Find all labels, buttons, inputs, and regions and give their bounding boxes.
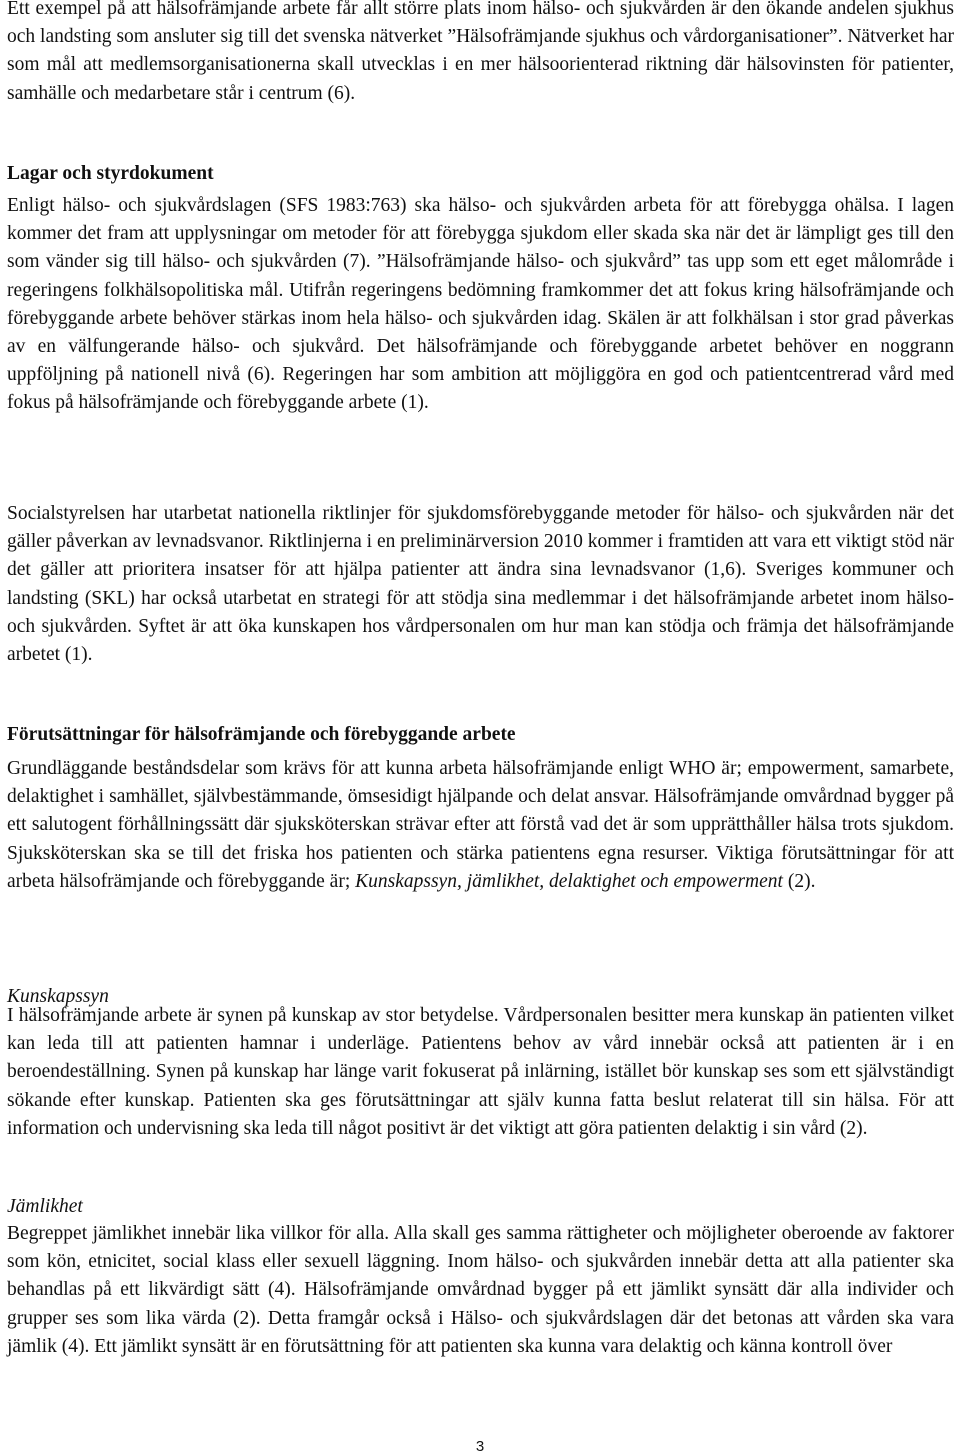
paragraph-forutsattningar	[7, 755, 954, 896]
section-heading-forutsattningar: Förutsättningar för hälsofrämjande och förebyggande arbete	[7, 724, 516, 745]
paragraph-jamlikhet: Begreppet jämlikhet innebär lika villkor för alla. Alla skall ges samma rättigheter och möjligheter oberoende av faktorer som kön, etnicitet, social klass eller sexuell läggning. Inom hälso- och sjukvården innebär detta att alla patienter ska behandlas på ett likvärdigt sätt (4). Hälsofrämjande omvårdnad bygger på ett jämlikt synsätt där alla individer och grupper ses som lika värda (2). Detta framgår också i Hälso- och sjukvårdslagen där det betonas att vården ska vara jämlik (4). Ett jämlikt synsätt är en förutsättning för att patienten ska kunna vara delaktig och känna kontroll över	[7, 1223, 954, 1357]
section-jamlikhet	[7, 1193, 954, 1221]
paragraph-forutsattningar-main: Grundläggande beståndsdelar som krävs för att kunna arbeta hälsofrämjande enligt WHO är; empowerment, samarbete, delaktighet i samhället, självbestämmande, ömsesidigt hjälpande och delat ansvar. Hälsofrämjande omvårdnad bygger på ett salutogent förhållningssätt där sjuksköterskan strävar efter att förstå vad det är som upprätthåller hälsa trots sjukdom. Sjuksköterskan ska se till det friska hos patienten och stärka patientens egna resurser. Viktiga förutsättningar för att arbeta hälsofrämjande och förebyggande är;	[7, 758, 954, 892]
section-heading-kunskapssyn: Kunskapssyn	[7, 986, 109, 1007]
section-lagar	[7, 160, 954, 188]
intro-paragraph: Ett exempel på att hälsofrämjande arbete får allt större plats inom hälso- och sjukvården är den ökande andelen sjukhus och landsting som ansluter sig till det svenska nätverket ”Hälsofrämjande sjukhus och vårdorganisationer”. Nätverket har som mål att medlemsorganisationerna skall utvecklas i en mer hälsoorienterad riktning där hälsovinsten för patienter, samhälle och medarbetare står i centrum (6).	[7, 0, 954, 104]
paragraph-kunskapssyn: I hälsofrämjande arbete är synen på kunskap av stor betydelse. Vårdpersonalen besitter mera kunskap än patienten vilket kan leda till att patienten hamnar i underläge. Patientens behov av vård innebär också att patienten är i en beroendeställning. Synen på kunskap har länge varit fokuserat på inlärning, istället bör kunskap ses som ett självständigt sökande efter kunskap. Patienten ska ges förutsättningar att själv kunna fatta beslut relaterat till sin hälsa. För att information och undervisning ska leda till något positivt är det viktigt att göra patienten delaktig i sin vård (2).	[7, 1005, 954, 1139]
paragraph-lagar-1: Enligt hälso- och sjukvårdslagen (SFS 1983:763) ska hälso- och sjukvården arbeta för att förebygga ohälsa. I lagen kommer det fram att upplysningar om metoder för att förebygga sjukdom eller skada ska när det är lämpligt ges till den som vänder sig till hälso- och sjukvården (7). ”Hälsofrämjande hälso- och sjukvård” tas upp som ett eget målområde i regeringens folkhälsopolitiska mål. Utifrån regeringens bedömning framkommer det att fokus kring hälsofrämjande och förebyggande arbete behöver stärkas inom hela hälso- och sjukvården idag. Skälen är att folkhälsan i stor grad påverkas av en välfungerande hälso- och sjukvård. Det hälsofrämjande och förebyggande arbetet behöver en noggrann uppföljning på nationell nivå (6). Regeringen har som ambition att möjliggöra en god och patientcentrerad vård med fokus på hälsofrämjande och förebyggande arbete (1).	[7, 195, 954, 414]
paragraph-forutsattningar-end: (2).	[782, 870, 816, 892]
section-forutsattningar	[7, 721, 954, 749]
section-heading-jamlikhet: Jämlikhet	[7, 1196, 83, 1217]
paragraph-lagar-2: Socialstyrelsen har utarbetat nationella riktlinjer för sjukdomsförebyggande metoder för hälso- och sjukvården när det gäller påverkan av levnadsvanor. Riktlinjerna i en preliminärversion 2010 kommer i framtiden att vara ett viktigt stöd när det gäller att prioritera insatser för att hjälpa patienter att ändra sina levnadsvanor (1,6). Sveriges kommuner och landsting (SKL) har också utarbetat en strategi för att stödja sina medlemmar i det hälsofrämjande arbetet inom hälso- och sjukvården. Syftet är att öka kunskapen hos vårdpersonalen om hur man kan stödja och främja det hälsofrämjande arbetet (1).	[7, 503, 954, 666]
section-heading-lagar: Lagar och styrdokument	[7, 163, 214, 184]
paragraph-forutsattningar-italic: Kunskapssyn, jämlikhet, delaktighet och empowerment	[355, 870, 783, 892]
page-number: 3	[475, 1438, 485, 1455]
document-page	[7, 0, 954, 1456]
